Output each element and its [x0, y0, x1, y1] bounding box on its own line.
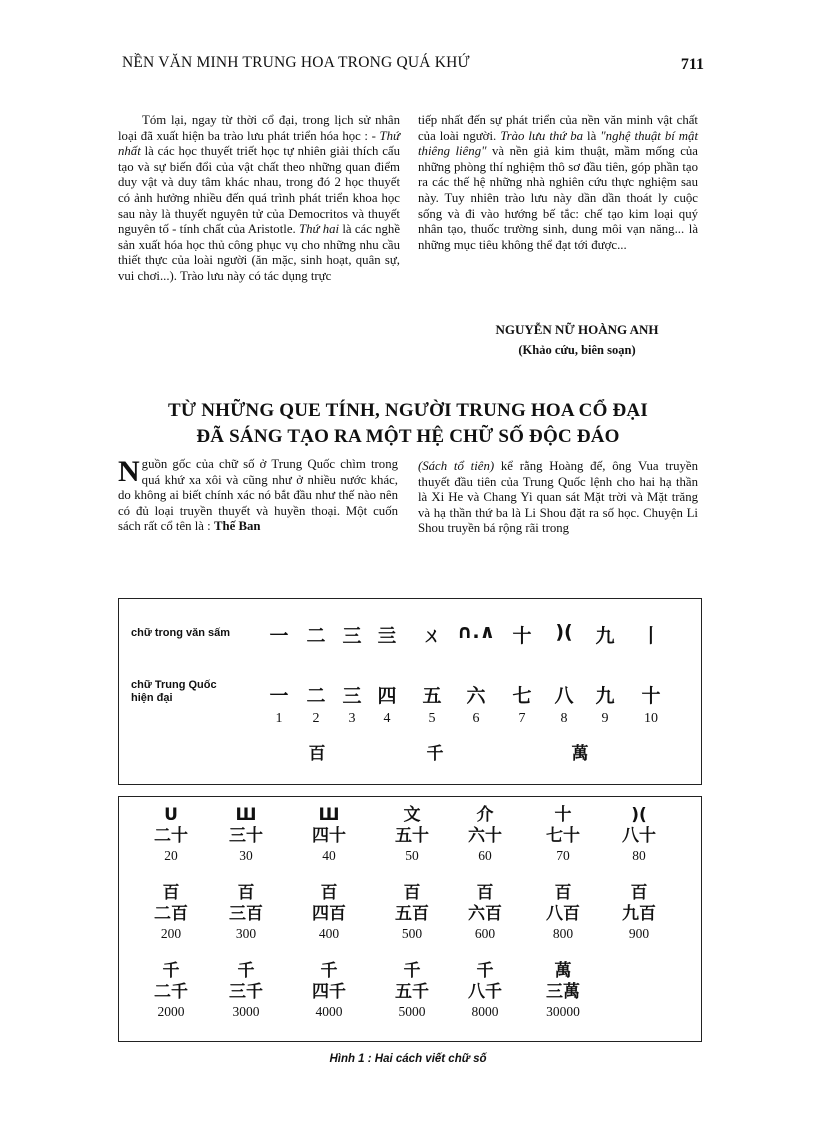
hundreds-cell	[450, 883, 520, 943]
modern-digit-7: 七	[512, 685, 532, 707]
numeral-value: 300	[235, 926, 257, 941]
article-right-text: kể rằng Hoàng đế, ông Vua truyền thuyết đầu tiên của Trung Quốc lệnh cho hai hạ thần là Xi He và Chang Yi quan sát Mặt trời và Mặt trăng và hạ thần thứ ba là Li Shou đặt ra số học. Chuyện Li Shou truyền bá rộng rãi trong	[418, 459, 698, 536]
article-right-column	[418, 459, 698, 537]
numeral-value: 8000	[471, 1004, 499, 1019]
modern-numeral: 六百	[468, 904, 502, 924]
author-name: NGUYỄN NỮ HOÀNG ANH	[495, 322, 659, 337]
numeral-value: 5000	[398, 1004, 426, 1019]
row-label-oracle: chữ trong văn sấm	[131, 627, 231, 639]
figure-caption: Hình 1 : Hai cách viết chữ số	[329, 1053, 487, 1065]
oracle-numeral: 千	[403, 961, 421, 981]
article-left-bold: Thế Ban	[213, 519, 261, 534]
thousands-cell	[294, 961, 364, 1021]
article-title-line-1: TỪ NHỮNG QUE TÍNH, NGƯỜI TRUNG HOA CỔ ĐẠI	[168, 400, 648, 421]
tens-cell	[377, 805, 447, 865]
oracle-numeral: 千	[476, 961, 494, 981]
intro-left-text-2: là các học thuyết triết học tự nhiên giải thích cấu tạo và sự biến đổi của vật chất theo những quan điểm duy vật và duy tâm khác nhau, trong đó 2 học thuyết có ảnh hưởng nhiều đến quá trình phát triển khoa học sau này là thuyết nguyên tử của Democritos và thuyết nguyên tố - tính chất của Aristotle.	[118, 144, 400, 237]
numeral-value: 200	[160, 926, 182, 941]
modern-numeral: 三十	[229, 826, 263, 846]
tens-cell	[450, 805, 520, 865]
numeral-value: 50	[405, 848, 419, 863]
running-header: NỀN VĂN MINH TRUNG HOA TRONG QUÁ KHỨ	[122, 54, 470, 71]
modern-numeral: 七十	[546, 826, 580, 846]
tens-cell	[294, 805, 364, 865]
oracle-numeral: 千	[237, 961, 255, 981]
hundreds-cell	[211, 883, 281, 943]
modern-numeral: 六十	[468, 826, 502, 846]
digit-number-5: 5	[428, 711, 436, 726]
tens-cell	[604, 805, 674, 865]
numeral-value: 400	[318, 926, 340, 941]
modern-numeral: 三千	[229, 982, 263, 1002]
thousands-cell	[450, 961, 520, 1021]
oracle-numeral: 千	[320, 961, 338, 981]
intro-left-text-3: là các nghề sản xuất hóa học thủ công phục vụ cho những nhu cầu thiết thực của loài người (ăn mặc, sinh hoạt, quân sự, vui chơi...). Trào lưu này có tác dụng trực	[118, 222, 401, 283]
figure-multiples-box	[118, 796, 702, 1042]
hundreds-cell	[136, 883, 206, 943]
modern-numeral: 二千	[154, 982, 188, 1002]
oracle-numeral: 百	[554, 883, 572, 903]
oracle-digit-7: 十	[512, 625, 532, 647]
row-label-modern-line2: hiện đại	[131, 692, 173, 704]
oracle-digit-4: 亖	[377, 625, 397, 647]
digit-number-3: 3	[348, 711, 356, 726]
numeral-value: 500	[401, 926, 423, 941]
digit-number-9: 9	[601, 711, 609, 726]
digit-number-2: 2	[312, 711, 320, 726]
modern-digit-6: 六	[466, 685, 486, 707]
modern-numeral: 八千	[468, 982, 502, 1002]
oracle-digit-10: 丨	[641, 625, 661, 647]
digit-number-4: 4	[383, 711, 391, 726]
intro-right-text-1: tiếp nhất đến sự phát triển của nền văn minh vật chất của loài người.	[418, 113, 698, 143]
modern-digit-4: 四	[377, 685, 397, 707]
numeral-value: 30000	[546, 1004, 580, 1019]
numeral-value: 20	[164, 848, 178, 863]
intro-right-text-2: là	[583, 128, 601, 143]
figure-numerals-box	[118, 598, 702, 785]
intro-left-text-1: Tóm lại, ngay từ thời cổ đại, trong lịch sử nhân loại đã xuất hiện ba trào lưu phát triển hóa học : -	[118, 113, 400, 143]
numeral-value: 60	[478, 848, 492, 863]
modern-digit-1: 一	[269, 685, 289, 707]
oracle-numeral: 百	[476, 883, 494, 903]
oracle-numeral: 千	[162, 961, 180, 981]
oracle-numeral: 百	[162, 883, 180, 903]
intro-right-em-1: Trào lưu thứ ba	[500, 128, 584, 143]
modern-numeral: 四千	[312, 982, 346, 1002]
variant-hundred: 百	[308, 744, 326, 764]
digit-number-6: 6	[472, 711, 480, 726]
intro-left-em-2: Thứ hai	[298, 222, 340, 237]
oracle-numeral: U	[164, 805, 178, 825]
modern-numeral: 五百	[395, 904, 429, 924]
article-right-em: (Sách tổ tiên)	[418, 459, 495, 473]
oracle-numeral: 百	[403, 883, 421, 903]
intro-left-em-1: Thứ nhất	[118, 128, 400, 159]
digit-number-10: 10	[644, 711, 658, 726]
oracle-digit-6: ∩.∧	[456, 621, 496, 643]
intro-right-column	[418, 113, 698, 253]
oracle-numeral: 百	[320, 883, 338, 903]
article-left-column	[118, 457, 398, 535]
oracle-numeral: 文	[403, 805, 421, 825]
thousands-cell	[377, 961, 447, 1021]
oracle-digit-1: 一	[269, 625, 289, 647]
modern-numeral: 五十	[395, 826, 429, 846]
tens-cell	[528, 805, 598, 865]
thousands-cell	[211, 961, 281, 1021]
hundreds-cell	[604, 883, 674, 943]
numeral-value: 70	[556, 848, 570, 863]
modern-numeral: 二十	[154, 826, 188, 846]
hundreds-cell	[528, 883, 598, 943]
intro-right-em-2: "nghệ thuật bí mật thiêng liêng"	[418, 128, 698, 159]
numeral-value: 800	[552, 926, 574, 941]
modern-digit-8: 八	[554, 685, 574, 707]
oracle-digit-9: 九	[595, 625, 615, 647]
thousands-cell	[528, 961, 598, 1021]
numeral-value: 900	[628, 926, 650, 941]
oracle-digit-5: ㄨ	[422, 625, 442, 647]
oracle-numeral: 十	[554, 805, 572, 825]
modern-digit-5: 五	[422, 685, 442, 707]
digit-number-1: 1	[275, 711, 283, 726]
numeral-value: 3000	[232, 1004, 260, 1019]
oracle-numeral: Ш	[235, 805, 257, 825]
numeral-value: 30	[239, 848, 253, 863]
modern-numeral: 四十	[312, 826, 346, 846]
tens-cell	[136, 805, 206, 865]
modern-numeral: 九百	[622, 904, 656, 924]
modern-numeral: 三百	[229, 904, 263, 924]
oracle-numeral: 百	[630, 883, 648, 903]
article-title-line-2: ĐÃ SÁNG TẠO RA MỘT HỆ CHỮ SỐ ĐỘC ĐÁO	[196, 426, 620, 447]
hundreds-cell	[377, 883, 447, 943]
digit-number-8: 8	[560, 711, 568, 726]
oracle-numeral: Ш	[318, 805, 340, 825]
numeral-value: 80	[632, 848, 646, 863]
oracle-digit-3: 三	[342, 625, 362, 647]
page-number: 711	[680, 56, 704, 73]
oracle-numeral: )(	[631, 805, 647, 825]
thousands-cell	[136, 961, 206, 1021]
intro-right-text-3: và nền giả kim thuật, mầm mống của những phòng thí nghiệm thô sơ đầu tiên, góp phần tạo ra các thế hệ những nhà nghiên cứu thực nghiệm sau này. Tuy nhiên trào lưu này dần dần thoát ly cuộc sống và đi vào hướng bế tắc: chế tạo kim loại quý nhân tạo, thuốc trường sinh, dung môi vạn năng... là những mục tiêu không thể đạt tới được...	[418, 144, 698, 252]
variant-thousand: 千	[426, 744, 444, 764]
oracle-digit-2: 二	[306, 625, 326, 647]
numeral-value: 2000	[157, 1004, 185, 1019]
row-label-modern-line1: chữ Trung Quốc	[131, 679, 217, 691]
modern-numeral: 八百	[546, 904, 580, 924]
modern-digit-2: 二	[306, 685, 326, 707]
modern-digit-3: 三	[342, 685, 362, 707]
oracle-numeral: 介	[476, 805, 494, 825]
numeral-value: 600	[474, 926, 496, 941]
oracle-numeral: 萬	[554, 961, 572, 981]
numeral-value: 4000	[315, 1004, 343, 1019]
modern-digit-9: 九	[595, 685, 615, 707]
modern-numeral: 三萬	[546, 982, 580, 1002]
author-role: (Khảo cứu, biên soạn)	[518, 343, 636, 357]
oracle-digit-8: )(	[555, 621, 573, 643]
intro-left-column	[118, 113, 400, 285]
dropcap: N	[118, 455, 140, 488]
numeral-value: 40	[322, 848, 336, 863]
modern-digit-10: 十	[641, 685, 661, 707]
modern-numeral: 二百	[154, 904, 188, 924]
tens-cell	[211, 805, 281, 865]
oracle-numeral: 百	[237, 883, 255, 903]
digit-number-7: 7	[518, 711, 526, 726]
modern-numeral: 四百	[312, 904, 346, 924]
variant-ten-thousand: 萬	[571, 744, 589, 764]
hundreds-cell	[294, 883, 364, 943]
article-left-text: guồn gốc của chữ số ở Trung Quốc chìm trong quá khứ xa xôi và cũng như ở nhiều nước khác, do không ai biết chính xác nó bắt đầu như thế nào nên có đủ loại truyền thuyết và huyền thoại. Một cuốn sách rất cổ tên là :	[118, 457, 398, 534]
modern-numeral: 八十	[622, 826, 656, 846]
modern-numeral: 五千	[395, 982, 429, 1002]
